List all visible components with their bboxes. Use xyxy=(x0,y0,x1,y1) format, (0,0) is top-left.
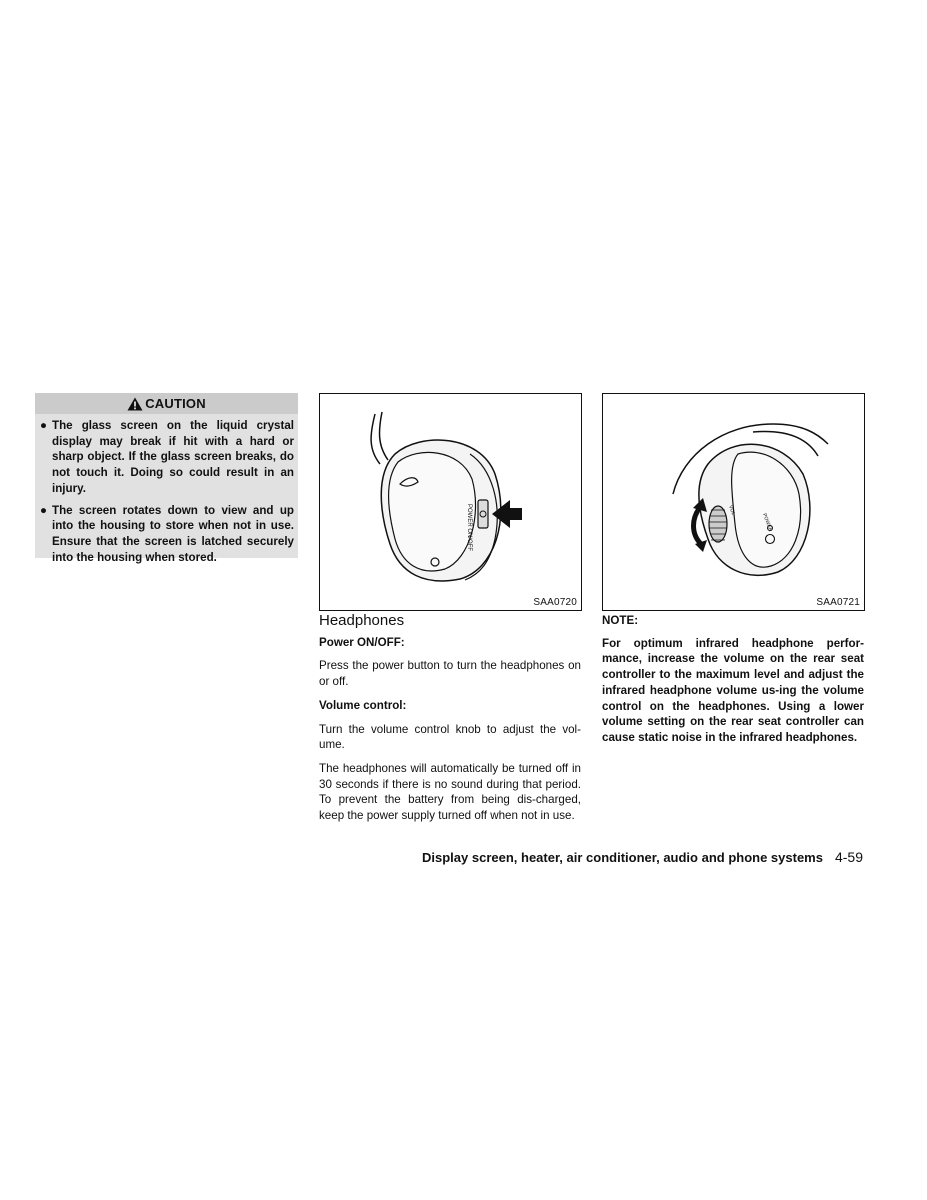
section-title: Headphones xyxy=(319,612,405,629)
caution-list xyxy=(35,418,298,565)
warning-icon xyxy=(127,397,143,411)
caution-item xyxy=(35,418,298,497)
caution-box xyxy=(35,393,298,564)
figure-knob-label: VOL xyxy=(727,504,737,517)
note-section xyxy=(602,613,864,746)
footer-section-title: Display screen, heater, air conditioner, audio and phone systems xyxy=(422,850,823,865)
note-text: For optimum infrared headphone perfor-mance, increase the volume on the rear seat controller to the maximum level and adjust the infrared headphone volume us-ing the volume control on the headphones. Using a lower volume setting on the rear seat controller can cause static noise in the infrared headphones. xyxy=(602,636,864,744)
bullet-icon: ● xyxy=(40,503,48,517)
figure-headphone-power xyxy=(319,393,582,611)
figure-button-label: POWER ON/OFF xyxy=(466,504,472,551)
headphones-section xyxy=(319,613,581,832)
caution-item-text: The glass screen on the liquid crystal display may break if hit with a hard or sharp object. If the glass screen breaks, do not touch it. Doing so could result in an injury. xyxy=(52,419,294,495)
headphone-volume-illustration xyxy=(603,394,864,594)
caution-title: CAUTION xyxy=(145,396,206,411)
auto-off-text: The headphones will automatically be turned off in 30 seconds if there is no sound during that period. To prevent the battery from being dis-charged, keep the power supply turned off when not in use. xyxy=(319,761,581,823)
power-text: Press the power button to turn the headphones on or off. xyxy=(319,659,581,689)
note-title: NOTE: xyxy=(602,614,639,627)
power-heading: Power ON/OFF: xyxy=(319,635,405,649)
headphone-power-illustration xyxy=(320,394,581,594)
figure-code: SAA0721 xyxy=(816,597,860,608)
volume-text: Turn the volume control knob to adjust the vol-ume. xyxy=(319,722,581,752)
caution-item xyxy=(35,503,298,566)
caution-header xyxy=(35,393,298,414)
volume-heading: Volume control: xyxy=(319,698,407,712)
figure-button-label: POWER xyxy=(761,512,774,533)
caution-item-text: The screen rotates down to view and up into the housing to store when not in use. Ensure that the screen is latched securely into the housing when stored. xyxy=(52,503,294,564)
page-footer xyxy=(422,849,863,865)
page-number: 4-59 xyxy=(834,849,863,865)
figure-headphone-volume xyxy=(602,393,865,611)
figure-code: SAA0720 xyxy=(533,597,577,608)
bullet-icon: ● xyxy=(40,419,48,432)
